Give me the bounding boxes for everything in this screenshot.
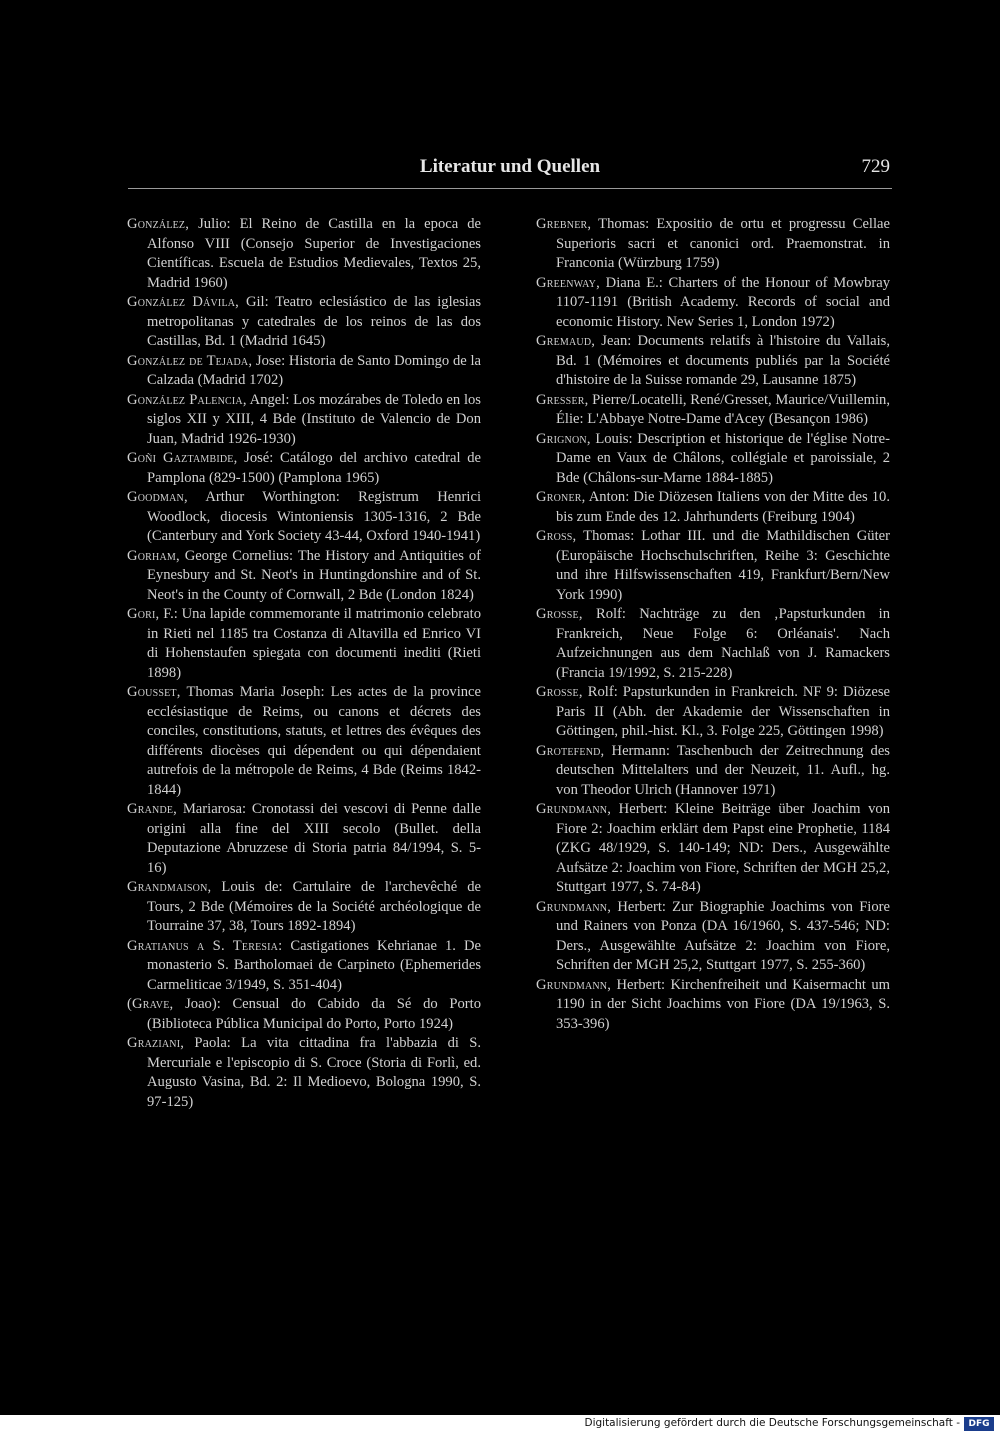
bibliography-entry bbox=[127, 215, 481, 293]
bibliography-entry bbox=[536, 742, 890, 801]
bibliography-entry bbox=[127, 293, 481, 352]
entry-author: Grundmann, bbox=[536, 976, 612, 993]
entry-text: Angel: Los mozárabes de Toledo en los siglos XII y XIII, 4 Bde (Instituto de Valencio de Don Juan, Madrid 1926-1930) bbox=[147, 391, 481, 447]
bibliography-entry bbox=[536, 898, 890, 976]
entry-text: Julio: El Reino de Castilla en la epoca de Alfonso VIII (Consejo Superior de Investigaciones Científicas. Escuela de Estudios Medievales, Textos 25, Madrid 1960) bbox=[147, 216, 481, 291]
entry-author: Groner, bbox=[536, 489, 586, 505]
entry-text: Gil: Teatro eclesiástico de las iglesias metropolitanas y catedrales de los reinos de las dos Castillas, Bd. 1 (Madrid 1645) bbox=[147, 294, 481, 349]
entry-text: Rolf: Nachträge zu den ‚Papsturkunden in Frankreich, Neue Folge 6: Orléanais'. Nach Aufzeichnungen aus dem Nachlaß von J. Ramackers (Francia 19/1992, S. 215-228) bbox=[556, 606, 890, 681]
bibliography-entry bbox=[127, 449, 481, 488]
entry-text: Herbert: Kleine Beiträge über Joachim von Fiore 2: Joachim erklärt dem Papst eine Prophetie, 1184 (ZKG 48/1929, S. 140-149; ND: Ders., Ausgewählte Aufsätze 2: Joachim von Fiore, Schriften der MGH 25,2, Stuttgart 1977, S. 74-84) bbox=[556, 801, 890, 895]
bibliography-entry bbox=[536, 527, 890, 605]
bibliography-entry bbox=[536, 332, 890, 391]
bibliography-entry bbox=[127, 547, 481, 606]
entry-text: Jose: Historia de Santo Domingo de la Calzada (Madrid 1702) bbox=[147, 352, 481, 388]
entry-text: Herbert: Kirchenfreiheit und Kaisermacht um 1190 in der Sicht Joachims von Fiore (DA 19/1963, S. 353-396) bbox=[556, 976, 890, 1032]
entry-author: Grandmaison, bbox=[127, 879, 212, 895]
bibliography-entry bbox=[127, 800, 481, 878]
page-number: 729 bbox=[861, 156, 890, 177]
entry-author: Goodman, bbox=[127, 489, 188, 505]
bibliography-column-right bbox=[536, 215, 890, 1034]
footer-strip bbox=[0, 1415, 1000, 1434]
bibliography-entry bbox=[127, 1034, 481, 1112]
entry-text: Thomas Maria Joseph: Les actes de la province ecclésiastique de Reims, ou canons et décrets des conciles, constitutions, statuts, et lettres des évêques des différents diocèses qui dépendent ou qui dépendaient autrefois de la métropole de Reims, 4 Bde (Reims 1842-1844) bbox=[147, 684, 481, 798]
funding-notice: Digitalisierung gefördert durch die Deutsche Forschungsgemeinschaft - bbox=[584, 1417, 960, 1429]
entry-author: Grotefend, bbox=[536, 742, 605, 759]
bibliography-entry bbox=[536, 976, 890, 1035]
entry-author: Goñi Gaztambide, bbox=[127, 450, 238, 466]
entry-author: Grande, bbox=[127, 801, 178, 817]
entry-author: Gorham, bbox=[127, 547, 180, 564]
entry-text: Thomas: Expositio de ortu et progressu Cellae Superioris sacri et canonici ord. Praemonstrat. in Franconia (Würzburg 1759) bbox=[556, 216, 890, 271]
entry-text: George Cornelius: The History and Antiquities of Eynesbury and St. Neot's in Huntingdonshire and of St. Neot's in the County of Cornwall, 2 Bde (London 1824) bbox=[147, 547, 481, 603]
entry-text: Hermann: Taschenbuch der Zeitrechnung des deutschen Mittelalters und der Neuzeit, 11. Aufl., hg. von Theodor Ulrich (Hannover 1971) bbox=[556, 742, 890, 798]
entry-text: Arthur Worthington: Registrum Henrici Woodlock, diocesis Wintoniensis 1305-1316, 2 Bde (Canterbury and York Society 43-44, Oxford 1940-1941) bbox=[147, 489, 481, 544]
page-title: Literatur und Quellen bbox=[419, 156, 601, 177]
entry-author: Gousset, bbox=[127, 684, 181, 700]
entry-text: Castigationes Kehrianae 1. De monasterio S. Bartholomaei de Carpineto (Ephemerides Carmeliticae 3/1949, S. 351-404) bbox=[147, 937, 481, 993]
dfg-logo-icon: DFG bbox=[964, 1417, 994, 1431]
entry-author: González Palencia, bbox=[127, 391, 247, 408]
entry-text: Joao): Censual do Cabido da Sé do Porto (Biblioteca Pública Municipal do Porto, Porto 1924) bbox=[147, 996, 481, 1032]
bibliography-entry bbox=[127, 937, 481, 996]
running-head bbox=[128, 156, 892, 186]
entry-text: Thomas: Lothar III. und die Mathildischen Güter (Europäische Hochschulschriften, Reihe 3: Geschichte und ihre Hilfswissenschaften 419, Frankfurt/Bern/New York 1990) bbox=[556, 528, 890, 603]
bibliography-entry bbox=[536, 800, 890, 898]
entry-text: Paola: La vita cittadina fra l'abbazia di S. Mercuriale e l'episcopio di S. Croce (Storia di Forlì, ed. Augusto Vasina, Bd. 2: Il Medioevo, Bologna 1990, S. 97-125) bbox=[147, 1035, 481, 1110]
bibliography-entry bbox=[127, 605, 481, 683]
entry-author: Grebner, bbox=[536, 216, 592, 232]
entry-author: (Grave, bbox=[127, 996, 174, 1012]
bibliography-entry bbox=[127, 391, 481, 450]
bibliography-entry bbox=[536, 391, 890, 430]
entry-text: Anton: Die Diözesen Italiens von der Mitte des 10. bis zum Ende des 12. Jahrhunderts (Freiburg 1904) bbox=[556, 489, 890, 525]
entry-author: Grosse, bbox=[536, 684, 583, 700]
entry-text: Diana E.: Charters of the Honour of Mowbray 1107-1191 (British Academy. Records of social and economic History. New Series 1, London 1972) bbox=[556, 274, 890, 330]
entry-author: Gratianus a S. Teresia: bbox=[127, 937, 283, 954]
entry-author: Graziani, bbox=[127, 1035, 185, 1051]
entry-author: González de Tejada, bbox=[127, 352, 253, 369]
bibliography-entry bbox=[536, 605, 890, 683]
entry-author: Gross, bbox=[536, 528, 577, 544]
entry-author: Grundmann, bbox=[536, 898, 612, 915]
bibliography-entry bbox=[127, 352, 481, 391]
entry-author: Greenway, bbox=[536, 274, 600, 291]
entry-author: Gremaud, bbox=[536, 333, 596, 349]
entry-author: Grundmann, bbox=[536, 801, 612, 817]
entry-text: Jean: Documents relatifs à l'histoire du Vallais, Bd. 1 (Mémoires et documents publiés par la Société d'histoire de la Suisse romande 29, Lausanne 1875) bbox=[556, 333, 890, 388]
bibliography-entry bbox=[127, 683, 481, 800]
entry-author: Grosse, bbox=[536, 606, 583, 622]
entry-author: Gori, bbox=[127, 606, 160, 622]
bibliography-entry bbox=[536, 683, 890, 742]
entry-text: Mariarosa: Cronotassi dei vescovi di Penne dalle origini alla fine del XIII secolo (Bullet. della Deputazione Abruzzese di Storia patria 84/1994, S. 5-16) bbox=[147, 801, 481, 876]
entry-text: Louis de: Cartulaire de l'archevêché de Tours, 2 Bde (Mémoires de la Société archéologique de Tourraine 37, 38, Tours 1892-1894) bbox=[147, 879, 481, 934]
entry-text: Pierre/Locatelli, René/Gresset, Maurice/Vuillemin, Élie: L'Abbaye Notre-Dame d'Acey (Besançon 1986) bbox=[556, 391, 890, 427]
entry-text: Herbert: Zur Biographie Joachims von Fiore und Rainers von Ponza (DA 16/1960, S. 437-546; ND: Ders., Ausgewählte Aufsätze 2: Joachim von Fiore, Schriften der MGH 25,2, Stuttgart 1977, S. 255-360) bbox=[556, 898, 890, 973]
entry-text: José: Catálogo del archivo catedral de Pamplona (829-1500) (Pamplona 1965) bbox=[147, 450, 481, 486]
bibliography-entry bbox=[536, 215, 890, 274]
bibliography-entry bbox=[536, 488, 890, 527]
bibliography-entry bbox=[127, 488, 481, 547]
bibliography-column-left bbox=[127, 215, 481, 1112]
entry-author: Gresser, bbox=[536, 391, 589, 408]
entry-text: Rolf: Papsturkunden in Frankreich. NF 9: Diözese Paris II (Abh. der Akademie der Wissenschaften in Göttingen, phil.-hist. Kl., 3. Folge 225, Göttingen 1998) bbox=[556, 684, 890, 739]
entry-author: González Dávila, bbox=[127, 294, 240, 310]
entry-author: González, bbox=[127, 216, 190, 232]
header-rule bbox=[128, 188, 892, 189]
bibliography-entry bbox=[127, 878, 481, 937]
bibliography-entry bbox=[127, 995, 481, 1034]
bibliography-entry bbox=[536, 274, 890, 333]
entry-author: Grignon, bbox=[536, 430, 591, 447]
entry-text: F.: Una lapide commemorante il matrimonio celebrato in Rieti nel 1185 tra Costanza di Altavilla ed Enrico VI di Hohenstaufen spiegata con documenti inediti (Rieti 1898) bbox=[147, 606, 481, 681]
bibliography-entry bbox=[536, 430, 890, 489]
entry-text: Louis: Description et historique de l'église Notre-Dame en Vaux de Châlons, collégiale et paroissiale, 2 Bde (Châlons-sur-Marne 1884-1885) bbox=[556, 430, 890, 486]
